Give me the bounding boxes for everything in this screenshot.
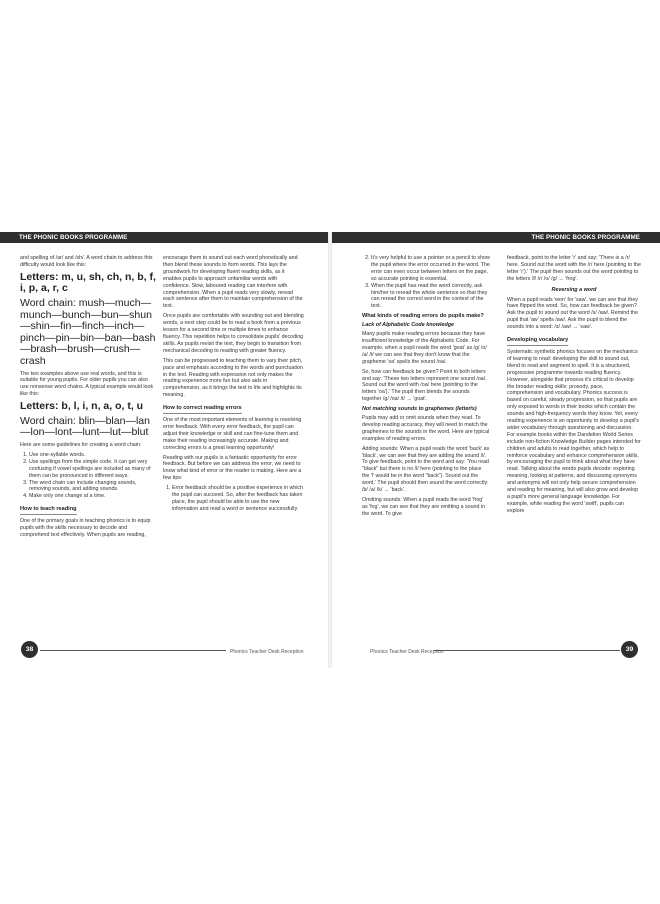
section-heading-vocabulary: Developing vocabulary	[507, 337, 568, 346]
running-header-bar	[330, 232, 660, 243]
list-item: 1. Use one-syllable words.	[29, 452, 156, 459]
section-heading-teach-reading: How to teach reading	[20, 506, 77, 515]
nonsense-words-paragraph: The two examples above use real words, and this is suitable for young pupils. For older pupils you can also use nonsense word chains. A typical example would look like this:	[20, 370, 154, 398]
matching-sounds-paragraph: Pupils may add or omit sounds when they read. To develop reading accuracy, they will need to match the graphemes to the sounds in the word. Here are typical examples of reading errors.	[362, 415, 490, 442]
list-item: 2. Use spellings from the simple code. It can get very confusing if vowel spellings are included as many of them can be pronounced in different ways.	[29, 459, 156, 480]
subheading-alphabetic-code: Lack of Alphabetic Code knowledge	[362, 322, 455, 329]
list-item: 1. Error feedback should be a positive experience in which the pupil can succeed. So, after the feedback has taken place, the pupil should be able to use the new information and read a word or sentence successfully.	[172, 485, 304, 513]
teach-reading-paragraph: One of the primary goals in teaching phonics is to equip pupils with the skills necessary to decode and comprehend text effectively. When pupils are reading,	[20, 518, 151, 538]
adding-sounds-paragraph: Adding sounds: When a pupil reads the word 'back' as 'black', we can see that they are adding the sound /l/. To give feedback, point to the word and say: 'You read "black" but there is no /l/ here (pointing to the place the 'l' would be in the word "back"). Sound out the word.' The pupil should then sound the word correctly: /b/ /a/ /k/ → 'back'.	[362, 445, 490, 494]
right-column-1	[362, 255, 490, 521]
page-number: 38	[21, 641, 38, 658]
page-number: 39	[621, 641, 638, 658]
guidelines-intro: Here are some guidelines for creating a word chain:	[20, 441, 142, 448]
fluency-paragraph: Once pupils are comfortable with sounding out and blending words, a next step could be to read a book from a previous lesson for a second time or multiple times to enhance fluency. This repetition helps to consolidate pupils' decoding skills. As pupils revisit the text, they begin to transition from mechanical decoding to reading with greater fluency.	[163, 313, 304, 354]
list-item: 3. The word chain can include changing sounds, removing sounds, and adding sounds.	[29, 480, 156, 494]
right-column-2	[507, 255, 641, 518]
section-heading-correct-errors: How to correct reading errors	[163, 405, 242, 414]
right-page	[330, 232, 660, 668]
footer-rule	[40, 650, 226, 651]
blending-paragraph: encourage them to sound out each word phonetically and then blend these sounds to form words. This lays the groundwork for developing fluent reading skills, as it enables pupils to approach unfamiliar words with confidence. Slow, laboured reading can interfere with comprehension. When a pupil reads very slowly, reread each sentence after them to maintain comprehension of the text.	[163, 255, 303, 310]
running-header-bar	[0, 232, 330, 243]
expression-paragraph: This can be progressed to teaching them to vary their pitch, pace and emphasis according to the words and punctuation in the text. Reading with expression not only makes the reading experience more fun but also aids in comprehension, as it brings the text to life and highlights its meaning.	[163, 357, 303, 399]
footer-rule	[434, 650, 620, 651]
list-item: 4. Make only one change at a time.	[29, 493, 156, 500]
subheading-reversing-word: Reversing a word	[551, 286, 597, 293]
intro-paragraph: and spelling of /ar/ and /sh/. A word chain to address this difficulty would look like this:	[20, 255, 153, 268]
section-heading-error-kinds: What kinds of reading errors do pupils make?	[362, 313, 484, 320]
error-feedback-paragraph: One of the most important elements of learning is resolving error feedback. With every error feedback, the pupil can adjust their knowledge or skill and can fine-tune them and make their reading increasingly accurate. Making and correcting errors is a great learning opportunity!	[163, 417, 302, 451]
tips-intro-paragraph: Reading with our pupils is a fantastic opportunity for error feedback. But before we can address the error, we need to know what kind of error or the reader is making. Here are a few tips:	[163, 454, 302, 482]
reversing-paragraph: When a pupil reads 'won' for 'saw', we can see that they have flipped the word. So, how can feedback be given? Ask the pupil to sound out the word /s/ /aw/. Remind the pupil that 'aw' spells /aw/. Ask the pupil to blend the sounds into a word: /s/ /aw/ → 'saw'.	[507, 296, 639, 331]
list-item: 2. It's very helpful to use a pointer or a pencil to show the pupil where the error occurred in the word. The error can even occur between letters on the page, so accurate pointing is essential.	[371, 255, 490, 283]
feedback-paragraph: So, how can feedback be given? Point to both letters and say: 'These two letters represent one sound /oa/. Sound out the word with /oa/ here (pointing to the letters 'oa').' The pupil then blends the sounds together /g/ /oa/ /t/ → 'goat'.	[362, 368, 487, 403]
omitting-feedback-paragraph: feedback, point to the letter 'r' and say: 'There is a /r/ here. Sound out the word with the /r/ here (pointing to the letter 'r').' The pupil then sounds out the word pointing to the letters /f/ /r/ /o/ /g/ → 'frog'.	[507, 255, 641, 282]
omitting-sounds-paragraph: Omitting sounds: When a pupil reads the word 'frog' as 'fog', we can see that they are omitting a sound in the word. To give	[362, 497, 486, 517]
example2-letters: Letters: b, l, i, n, a, o, t, u	[20, 400, 144, 413]
example1-letters: Letters: m, u, sh, ch, n, b, f, i, p, a, r, c	[20, 270, 156, 295]
footer-label: Phonics Teacher Desk Reception	[230, 649, 304, 655]
vocabulary-paragraph: Systematic synthetic phonics focuses on the mechanics of learning to read: developing the skill to sound out, blend to read and segment to spell. It is a structured, progressive programme towards reading fluency. However, alongside that process it's critical to develop the broader reading skills: prosody, pace, comprehension and vocabulary. Phonics success is based on careful, steady progression, so that pupils are only exposed to words in their books which contain the sounds and high-frequency words they know. Yet, every reading experience is an opportunity to develop a pupil's wider vocabulary through questioning and discussion. For example books within the Dandelion World Series include non-fiction Knowledge Builder pages intended for children and adults to read together, which help to reinforce vocabulary and enhance comprehension skills, by encouraging the pupil to think about what they have read. Talking about the words pupils decode: exploring meaning, looking at patterns, and discussing synonyms and antonyms will not only help secure comprehension and reading for meaning, but will also grow and develop a pupil's more general language knowledge. For example, while reading the word 'swift', pupils can explore	[507, 348, 641, 514]
left-page	[0, 232, 330, 668]
example1-word-chain: Word chain: mush—much—munch—bunch—bun—shun—shin—fin—finch—inch—pinch—pin—bin—ban—bash—brash—brush—crush—crash	[20, 297, 156, 367]
list-item: 3. When the pupil has read the word correctly, ask him/her to reread the whole sentence so that they can reread the correct word in the context of the text.	[371, 283, 490, 311]
left-column-2	[163, 255, 304, 516]
guidelines-list	[20, 452, 156, 500]
tips-list	[163, 485, 304, 513]
tips-list-continued	[362, 255, 490, 310]
book-gutter	[328, 232, 332, 668]
footer-label: Phonics Teacher Desk Reception	[370, 649, 444, 655]
example2-word-chain: Word chain: blin—blan—lan—lon—lont—lunt—lut—blut	[20, 414, 150, 439]
alphabetic-code-paragraph: Many pupils make reading errors because they have insufficient knowledge of the Alphabetic Code. For example, when a pupil reads the word 'goat' as /g/ /o/ /a/ /t/ we can see that they don't know that the grapheme 'oa' spells the sound /oa/.	[362, 331, 487, 365]
running-header-title: THE PHONIC BOOKS PROGRAMME	[531, 233, 640, 241]
subheading-matching-sounds: Not matching sounds to graphemes (letter/s)	[362, 406, 477, 413]
left-column-1	[20, 255, 156, 542]
running-header-title: THE PHONIC BOOKS PROGRAMME	[19, 233, 128, 241]
